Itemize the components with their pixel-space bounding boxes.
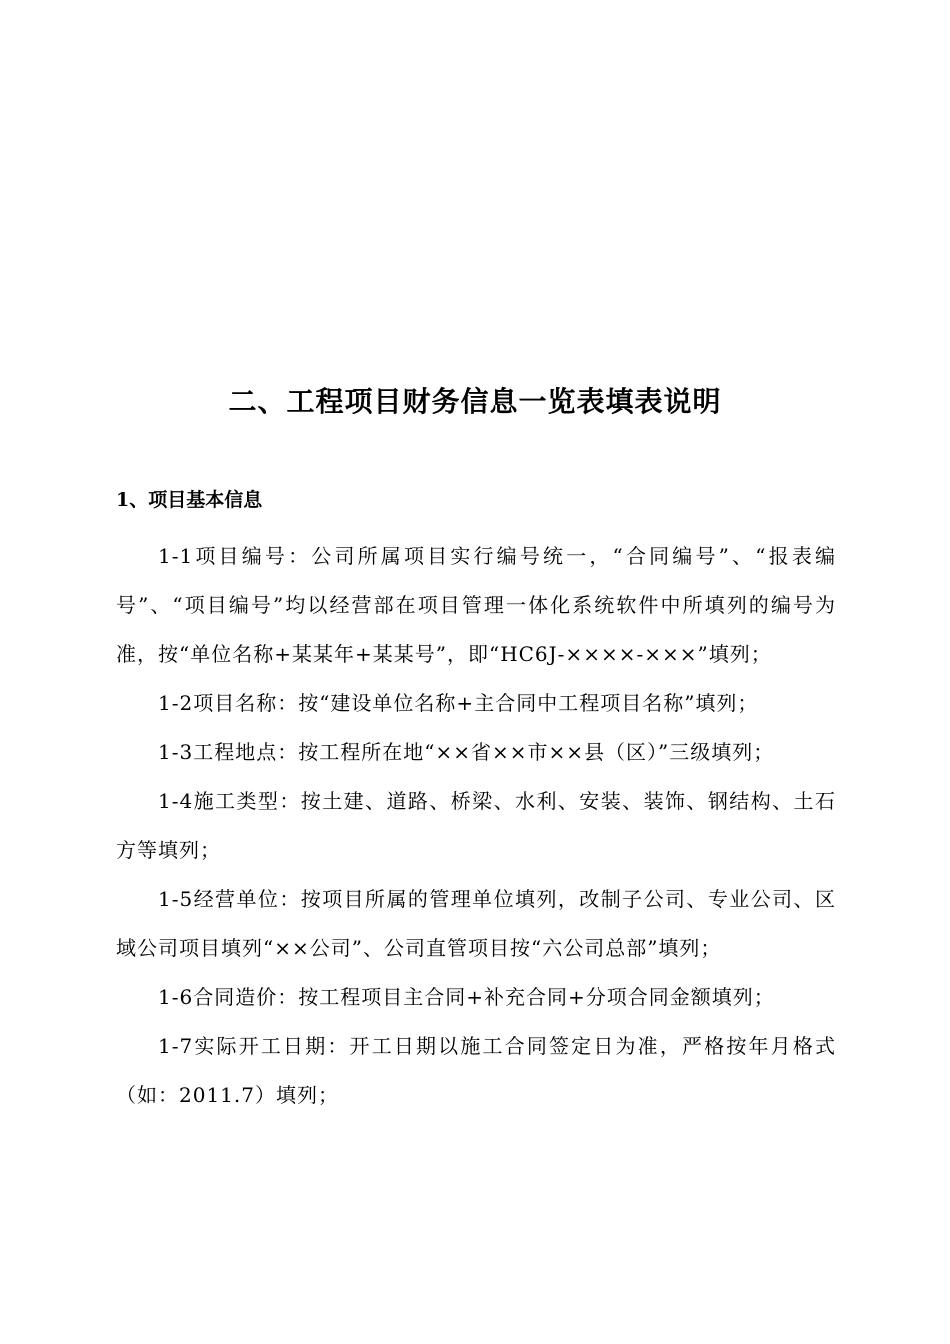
paragraph-item-1-3: 1-3工程地点：按工程所在地“××省××市××县（区）”三级填列； (158, 740, 775, 764)
paragraph-item-1-1: 1-1项目编号：公司所属项目实行编号统一，“合同编号”、“报表编号”、“项目编号”均以经营部在项目管理一体化系统软件中所填列的编号为准，按“单位名称+某某年+某某号”，即“HC6J-××××-×××”填列； (116, 544, 836, 666)
paragraph-item-1-7: 1-7实际开工日期：开工日期以施工合同签定日为准，严格按年月格式（如：2011.7）填列； (116, 1034, 836, 1107)
paragraph-item-1-4: 1-4施工类型：按土建、道路、桥梁、水利、安装、装饰、钢结构、土石方等填列； (116, 789, 836, 862)
section-heading: 1、项目基本信息 (116, 489, 263, 511)
document-body (116, 532, 836, 1120)
paragraph-item-1-5: 1-5经营单位：按项目所属的管理单位填列，改制子公司、专业公司、区域公司项目填列“××公司”、公司直管项目按“六公司总部”填列； (116, 887, 836, 960)
paragraph-item-1-6: 1-6合同造价：按工程项目主合同+补充合同+分项合同金额填列； (158, 985, 775, 1009)
document-title: 二、工程项目财务信息一览表填表说明 (228, 385, 722, 418)
paragraph-item-1-2: 1-2项目名称：按“建设单位名称+主合同中工程项目名称”填列； (158, 691, 759, 715)
